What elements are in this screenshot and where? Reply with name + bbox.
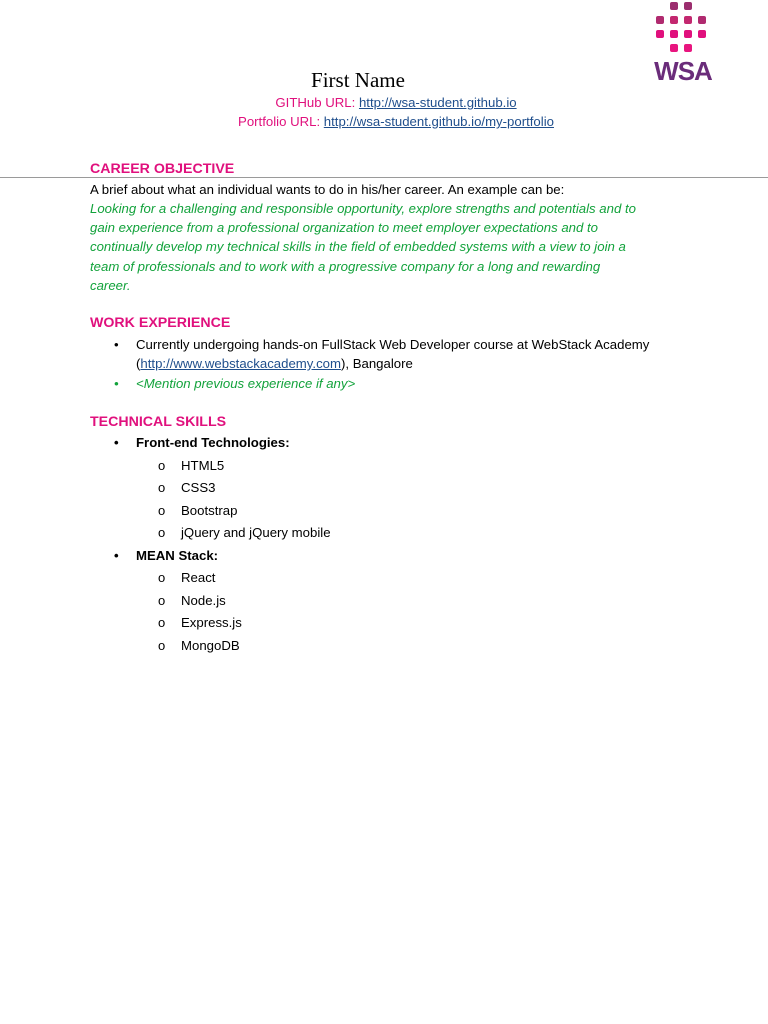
sub-bullet-marker: o	[158, 570, 166, 585]
sub-bullet-marker: o	[158, 458, 166, 473]
sub-bullet-marker: o	[158, 525, 166, 540]
example-line: gain experience from a professional organization to meet employer expectations and to	[90, 220, 599, 236]
example-line: career.	[90, 277, 131, 293]
example-line: Looking for a challenging and responsible opportunity, explore strengths and potentials and to	[90, 201, 636, 216]
skill-item-label: Bootstrap	[181, 503, 238, 518]
skill-item	[158, 613, 242, 632]
webstack-academy-link[interactable]: http://www.webstackacademy.com	[140, 356, 341, 371]
work-item-line: Currently undergoing hands-on FullStack Web Developer course at WebStack Academy	[136, 337, 650, 352]
skill-item-label: Node.js	[181, 593, 226, 608]
skill-item	[158, 456, 225, 475]
skill-item-label: Express.js	[181, 615, 242, 630]
skill-group-label: Front-end Technologies:	[136, 435, 290, 450]
skill-item	[158, 501, 238, 520]
bullet-marker: •	[114, 376, 119, 391]
portfolio-url-label: Portfolio URL:	[238, 114, 321, 129]
technical-skills-heading: TECHNICAL SKILLS	[90, 414, 227, 430]
skill-item-label: jQuery and jQuery mobile	[181, 525, 331, 540]
portfolio-url-link[interactable]: http://wsa-student.github.io/my-portfolio	[323, 114, 554, 129]
work-location: ), Bangalore	[340, 356, 413, 371]
header-divider	[0, 177, 768, 178]
skill-item	[158, 478, 216, 497]
skill-item	[158, 523, 331, 542]
example-line: team of professionals and to work with a progressive company for a long and rewarding	[90, 258, 601, 274]
work-experience-item	[114, 374, 356, 393]
work-experience-heading: WORK EXPERIENCE	[90, 315, 231, 331]
skill-item-label: MongoDB	[181, 638, 240, 653]
bullet-marker: •	[114, 435, 119, 450]
skill-item-label: CSS3	[181, 480, 216, 495]
work-item-line	[136, 354, 696, 373]
sub-bullet-marker: o	[158, 638, 166, 653]
bullet-marker: •	[114, 337, 119, 352]
candidate-name: First Name	[311, 68, 405, 92]
skill-item	[158, 636, 240, 655]
skill-item-label: React	[181, 570, 216, 585]
github-url-label: GITHub URL:	[275, 95, 356, 110]
skill-group-label: MEAN Stack:	[136, 548, 219, 563]
logo-wordmark: WSA	[654, 56, 712, 84]
work-item-placeholder: <Mention previous experience if any>	[136, 376, 356, 391]
skill-item	[158, 591, 226, 610]
logo-dot-grid-icon	[656, 2, 706, 52]
bullet-marker: •	[114, 548, 119, 563]
example-line: continually develop my technical skills in the field of embedded systems with a view to join a	[90, 239, 626, 255]
portfolio-url-line	[0, 113, 768, 131]
career-objective-intro: A brief about what an individual wants to do in his/her career. An example can be:	[90, 182, 565, 197]
paren-open: (	[136, 356, 141, 371]
github-url-link[interactable]: http://wsa-student.github.io	[358, 95, 517, 110]
sub-bullet-marker: o	[158, 503, 166, 518]
career-objective-heading: CAREER OBJECTIVE	[90, 161, 235, 177]
skill-item-label: HTML5	[181, 458, 225, 473]
career-objective-example	[90, 199, 730, 295]
sub-bullet-marker: o	[158, 593, 166, 608]
github-url-line	[0, 94, 768, 112]
skill-group-mean	[114, 546, 219, 565]
skill-item	[158, 568, 216, 587]
sub-bullet-marker: o	[158, 480, 166, 495]
work-experience-item	[114, 335, 696, 373]
sub-bullet-marker: o	[158, 615, 166, 630]
skill-group-frontend	[114, 433, 290, 452]
